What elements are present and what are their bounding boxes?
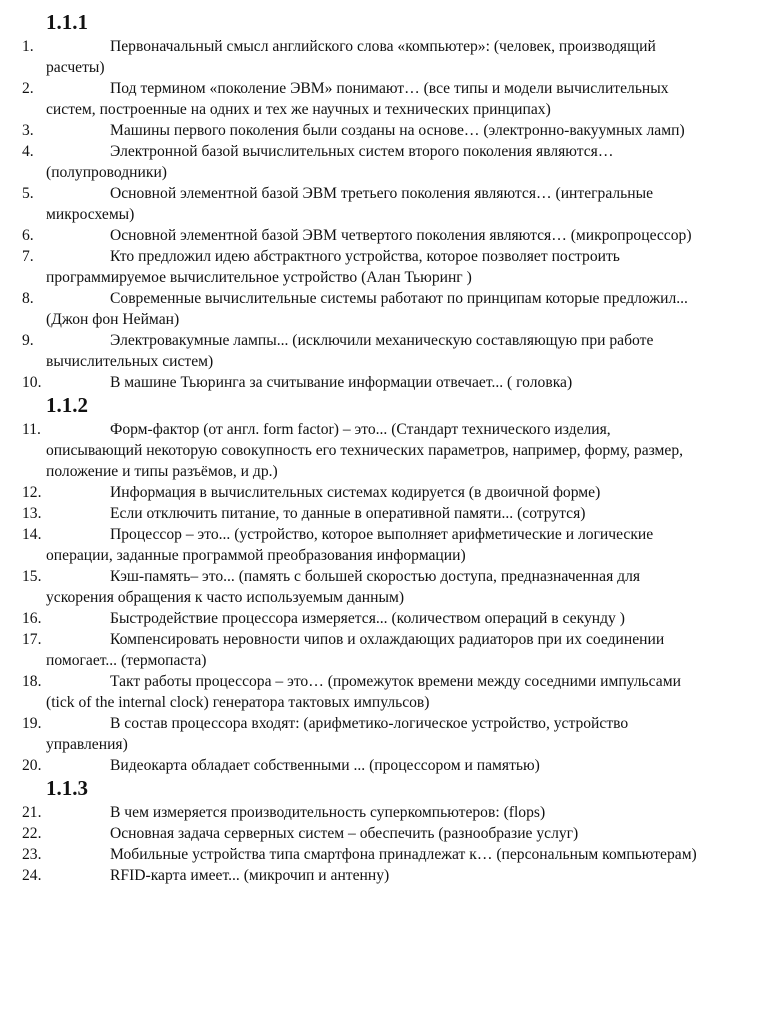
item-number: 19. xyxy=(22,715,42,732)
list-item xyxy=(0,823,740,844)
item-number: 18. xyxy=(22,673,42,690)
item-text: RFID-карта имеет... (микрочип и антенну) xyxy=(110,867,390,884)
document-body xyxy=(0,10,740,886)
item-text: Машины первого поколения были созданы на основе… (электронно-вакуумных ламп) xyxy=(110,122,685,139)
item-text: Мобильные устройства типа смартфона принадлежат к… (персональным компьютерам) xyxy=(110,846,697,863)
item-number: 8. xyxy=(22,290,34,307)
list-item xyxy=(0,78,740,120)
list-item xyxy=(0,288,740,330)
list-item xyxy=(0,503,740,524)
item-text: Компенсировать неровности чипов и охлаждающих радиаторов при их соединении помогает... (термопаста) xyxy=(46,631,665,669)
list-item xyxy=(0,120,740,141)
item-text: Основной элементной базой ЭВМ третьего поколения являются… (интегральные микросхемы) xyxy=(46,185,654,223)
item-number: 7. xyxy=(22,248,34,265)
item-number: 12. xyxy=(22,484,42,501)
item-number: 11. xyxy=(22,421,41,438)
item-text: Электровакумные лампы... (исключили механическую составляющую при работе вычислительных систем) xyxy=(46,332,654,370)
item-number: 5. xyxy=(22,185,34,202)
item-text: Процессор – это... (устройство, которое выполняет арифметические и логические операции, заданные программой преобразования информации) xyxy=(46,526,654,564)
list-item xyxy=(0,755,740,776)
item-number: 10. xyxy=(22,374,42,391)
list-item xyxy=(0,330,740,372)
item-number: 6. xyxy=(22,227,34,244)
item-number: 20. xyxy=(22,757,42,774)
item-text: Электронной базой вычислительных систем второго поколения являются… (полупроводники) xyxy=(46,143,614,181)
list-item xyxy=(0,608,740,629)
list-item xyxy=(0,865,740,886)
list-item xyxy=(0,671,740,713)
item-text: Видеокарта обладает собственными ... (процессором и памятью) xyxy=(110,757,540,774)
item-text: Первоначальный смысл английского слова «компьютер»: (человек, производящий расчеты) xyxy=(46,38,656,76)
item-text: Современные вычислительные системы работают по принципам которые предложил... (Джон фон Нейман) xyxy=(46,290,688,328)
item-text: Информация в вычислительных системах кодируется (в двоичной форме) xyxy=(110,484,601,501)
list-item xyxy=(0,629,740,671)
list-item xyxy=(0,713,740,755)
item-text: Если отключить питание, то данные в оперативной памяти... (сотрутся) xyxy=(110,505,586,522)
item-number: 2. xyxy=(22,80,34,97)
section-heading: 1.1.2 xyxy=(46,393,88,417)
item-number: 21. xyxy=(22,804,42,821)
section-heading: 1.1.3 xyxy=(46,776,88,800)
item-number: 15. xyxy=(22,568,42,585)
item-text: Основной элементной базой ЭВМ четвертого поколения являются… (микропроцессор) xyxy=(110,227,692,244)
list-item xyxy=(0,802,740,823)
list-item xyxy=(0,372,740,393)
item-text: Основная задача серверных систем – обеспечить (разнообразие услуг) xyxy=(110,825,579,842)
list-item xyxy=(0,225,740,246)
item-number: 14. xyxy=(22,526,42,543)
list-item xyxy=(0,566,740,608)
item-number: 22. xyxy=(22,825,42,842)
list-item xyxy=(0,246,740,288)
item-number: 9. xyxy=(22,332,34,349)
list-item xyxy=(0,844,740,865)
list-item xyxy=(0,419,740,482)
list-item xyxy=(0,524,740,566)
item-text: В состав процессора входят: (арифметико-логическое устройство, устройство управления) xyxy=(46,715,629,753)
item-text: В машине Тьюринга за считывание информации отвечает... ( головка) xyxy=(110,374,573,391)
item-text: Кто предложил идею абстрактного устройства, которое позволяет построить программируемое вычислительное устройство (Алан Тьюринг ) xyxy=(46,248,620,286)
item-text: Такт работы процессора – это… (промежуток времени между соседними импульсами (tick of the internal clock) генератора тактовых импульсов) xyxy=(46,673,681,711)
item-number: 23. xyxy=(22,846,42,863)
item-number: 3. xyxy=(22,122,34,139)
item-number: 1. xyxy=(22,38,34,55)
item-text: Кэш-память– это... (память с большей скоростью доступа, предназначенная для ускорения обращения к часто используемым данным) xyxy=(46,568,641,606)
list-item xyxy=(0,36,740,78)
item-number: 13. xyxy=(22,505,42,522)
item-number: 17. xyxy=(22,631,42,648)
item-text: Под термином «поколение ЭВМ» понимают… (все типы и модели вычислительных систем, построенные на одних и тех же научных и технических принципах) xyxy=(46,80,669,118)
list-item xyxy=(0,183,740,225)
item-number: 4. xyxy=(22,143,34,160)
list-item xyxy=(0,482,740,503)
item-text: В чем измеряется производительность суперкомпьютеров: (flops) xyxy=(110,804,546,821)
item-text: Форм-фактор (от англ. form factor) – это... (Стандарт технического изделия, описывающий некоторую совокупность его технических параметров, например, форму, размер, положение и типы разъёмов, и др.) xyxy=(46,421,684,480)
list-item xyxy=(0,141,740,183)
section-heading: 1.1.1 xyxy=(46,10,88,34)
item-number: 24. xyxy=(22,867,42,884)
item-number: 16. xyxy=(22,610,42,627)
item-text: Быстродействие процессора измеряется... (количеством операций в секунду ) xyxy=(110,610,625,627)
